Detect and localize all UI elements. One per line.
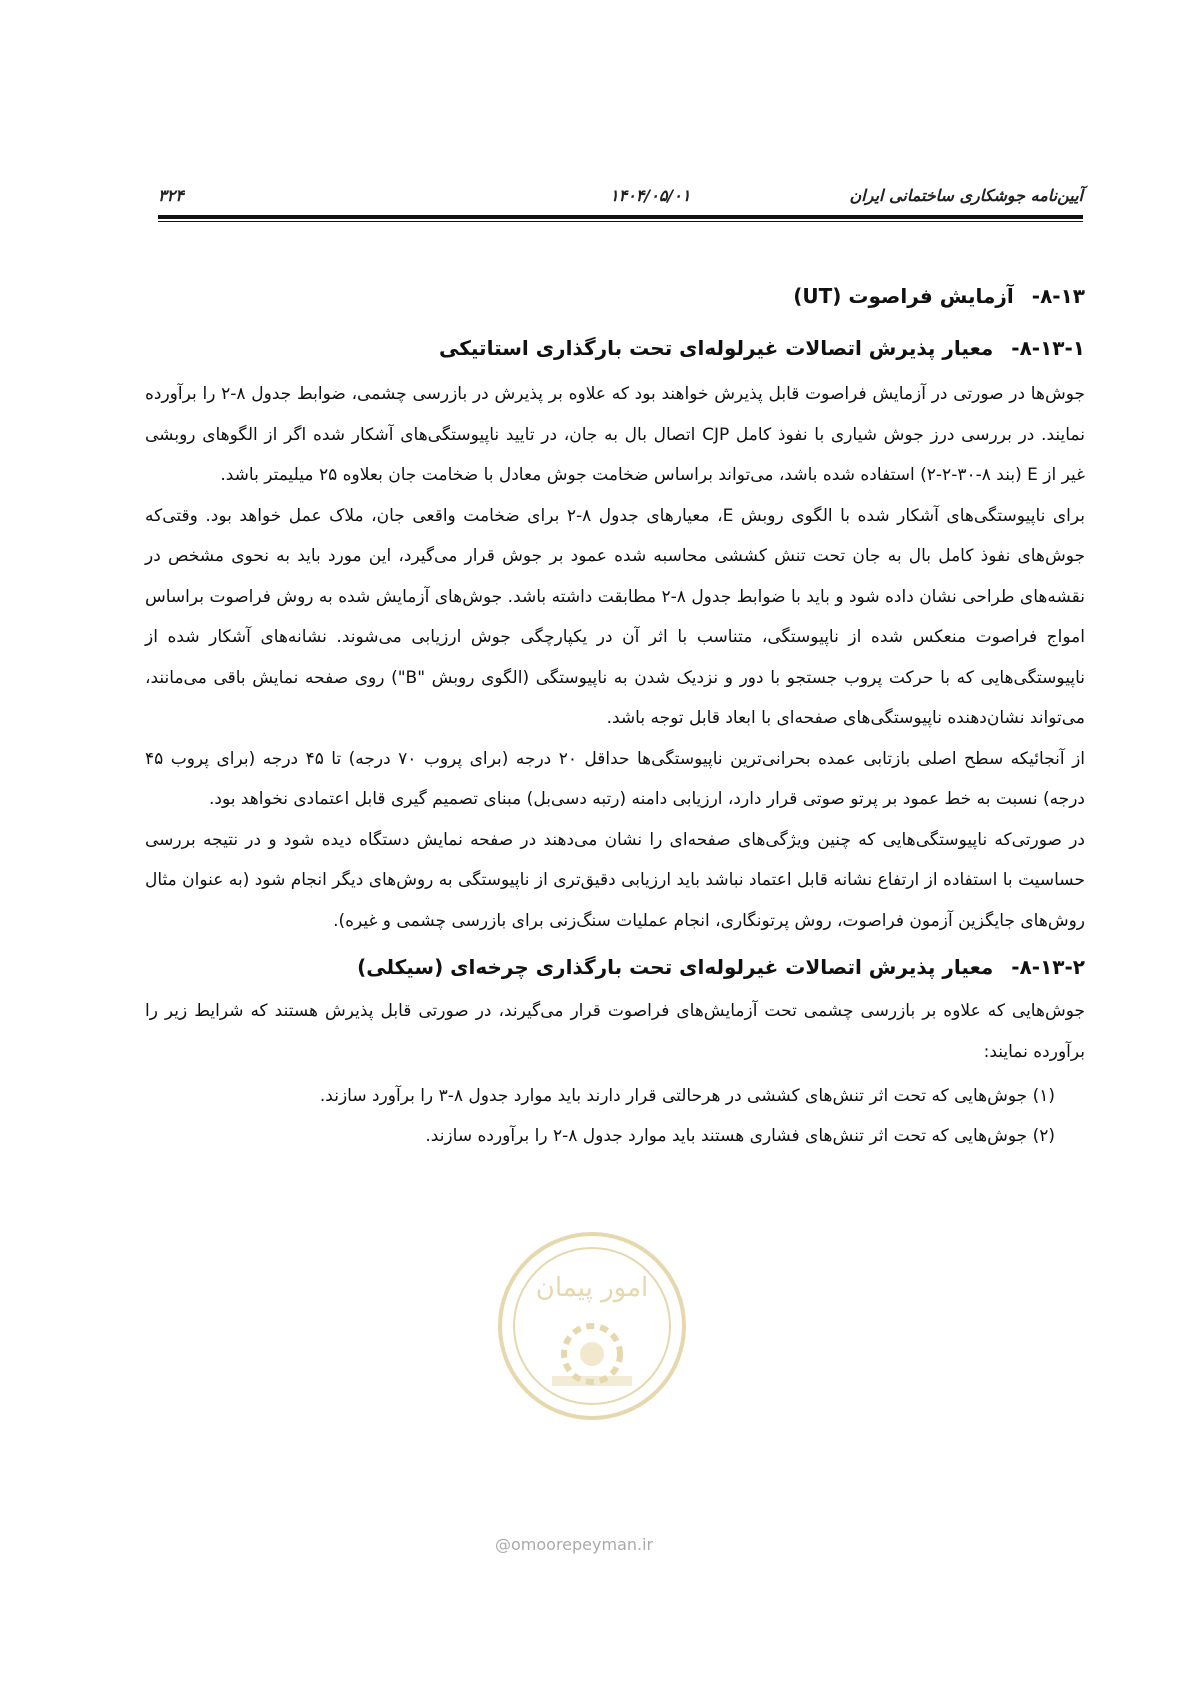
book-title: آیین‌نامه جوشکاری ساختمانی ایران [849, 186, 1083, 205]
subsection-number: ۸-۱۳-۱- [1011, 336, 1085, 360]
page-number: ۳۲۴ [158, 186, 184, 205]
section-heading [145, 284, 1085, 308]
list-item: (۱) جوش‌هایی که تحت اثر تنش‌های کششی در هرحالتی قرار دارند باید موارد جدول ۸-۳ را برآورد سازند. [319, 1086, 1055, 1106]
paragraph: برای ناپیوستگی‌های آشکار شده با الگوی روبش E، معیارهای جدول ۸-۲ برای ضخامت واقعی جان، ملاک عمل خواهد بود. وقتی‌که جوش‌های نفوذ کامل بال به جان تحت تنش کششی محاسبه شده عمود بر جوش قرار می‌گیرد، این مورد باید به نحوی مشخص در نقشه‌های طراحی نشان داده شود و باید با ضوابط جدول ۸-۲ مطابقت داشته باشد. جوش‌های آزمایش شده به روش فراصوت براساس امواج فراصوت منعکس شده از ناپیوستگی، متناسب با اثر آن در یکپارچگی جوش ارزیابی می‌شوند. نشانه‌های آشکار شده از ناپیوستگی‌هایی که با حرکت پروب جستجو با دور و نزدیک شدن به ناپیوستگی (الگوی روبش "B") روی صفحه نمایش باقی می‌مانند، می‌تواند نشان‌دهنده ناپیوستگی‌های صفحه‌ای با ابعاد قابل توجه باشد. [145, 505, 1086, 728]
subsection-heading [145, 955, 1085, 979]
header-date: ۱۴۰۴/۰۵/۰۱ [610, 186, 691, 205]
paragraph: در صورتی‌که ناپیوستگی‌هایی که چنین ویژگی‌های صفحه‌ای را نشان می‌دهند در صفحه نمایش دستگاه دیده شود و در نتیجه بررسی حساسیت با استفاده از ارتفاع نشانه قابل اعتماد نباشد باید ارزیابی دقیق‌تری از ناپیوستگی به روش‌های دیگر انجام شود (به عنوان مثال روش‌های جایگزین آزمون فراصوت، روش پرتونگاری، انجام عملیات سنگ‌زنی برای بازرسی چشمی و غیره). [145, 829, 1085, 931]
paragraph: جوش‌هایی که علاوه بر بازرسی چشمی تحت آزمایش‌های فراصوت قرار می‌گیرند، در صورتی قابل پذیرش هستند که شرایط زیر را برآورده نمایند: [145, 1001, 1085, 1062]
subsection-title: معیار پذیرش اتصالات غیرلوله‌ای تحت بارگذاری استاتیکی [439, 336, 994, 360]
header-rule [158, 215, 1083, 219]
conditions-list [145, 1076, 1085, 1156]
paragraph: از آنجائیکه سطح اصلی بازتابی عمده بحرانی‌ترین ناپیوستگی‌ها حداقل ۲۰ درجه (برای پروب ۷۰ درجه) تا ۴۵ درجه (برای پروب ۴۵ درجه) نسبت به خط عمود بر پرتو صوتی قرار دارد، ارزیابی دامنه (رتبه دسی‌بل) مبنای تصمیم گیری قابل اعتمادی نخواهد بود. [145, 748, 1086, 809]
paragraph: جوش‌ها در صورتی در آزمایش فراصوت قابل پذیرش خواهند بود که علاوه بر پذیرش در بازرسی چشمی، ضوابط جدول ۸-۲ را برآورده نمایند. در بررسی درز جوش شیاری با نفوذ کامل CJP اتصال بال به جان، در تایید ناپیوستگی‌های آشکار شده اگر از الگوهای روبشی غیر از E (بند ۸-۳۰-۲-۲) استفاده شده باشد، می‌تواند براساس ضخامت جوش معادل با ضخامت جان بعلاوه ۲۵ میلیمتر باشد. [145, 384, 1085, 485]
header-rule-thin [158, 221, 1083, 222]
list-item: (۲) جوش‌هایی که تحت اثر تنش‌های فشاری هستند باید موارد جدول ۸-۲ را برآورده سازند. [425, 1126, 1055, 1146]
watermark-seal-icon [492, 1226, 692, 1426]
watermark-seal-text: امور پیمان [535, 1273, 649, 1303]
watermark-url: @omoorepeyman.ir [495, 1535, 654, 1554]
subsection-number: ۸-۱۳-۲- [1011, 955, 1085, 979]
section-number: ۸-۱۳- [1031, 284, 1085, 308]
page-content [145, 262, 1085, 1156]
subsection-title: معیار پذیرش اتصالات غیرلوله‌ای تحت بارگذاری چرخه‌ای (سیکلی) [357, 955, 994, 979]
subsection-heading [145, 336, 1085, 360]
page-header [158, 186, 1083, 210]
section-title: آزمایش فراصوت (UT) [793, 284, 1014, 308]
